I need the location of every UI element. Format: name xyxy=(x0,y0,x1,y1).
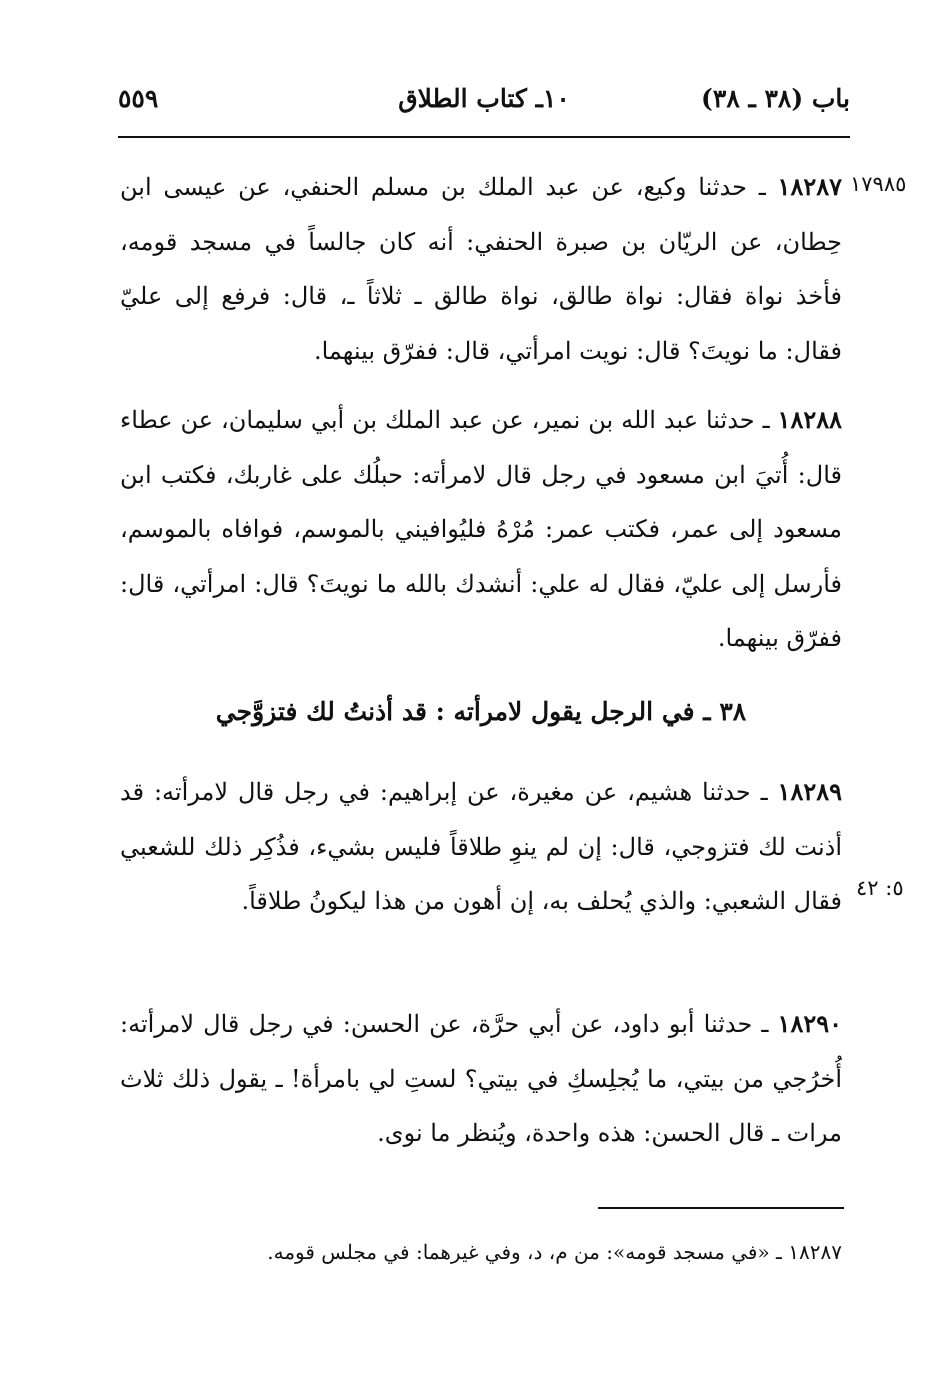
chapter-range: باب (٣٨ ـ ٣٨) xyxy=(701,84,850,113)
page-header xyxy=(118,84,850,124)
hadith-number: ١٨٢٨٩ xyxy=(777,777,842,806)
hadith-number: ١٨٢٨٧ xyxy=(777,172,842,201)
hadith-text: ـ حدثنا أبو داود، عن أبي حرَّة، عن الحسن: في رجل قال لامرأته: أُخرُجي من بيتي، ما يُجلِسكِ في بيتي؟ لستِ لي بامرأة! ـ يقول ذلك ثلاث مرات ـ قال الحسن: هذه واحدة، ويُنظر ما نوى. xyxy=(120,1010,842,1147)
hadith-18287 xyxy=(120,160,842,378)
hadith-18290 xyxy=(120,997,842,1161)
hadith-text: ـ حدثنا عبد الله بن نمير، عن عبد الملك بن أبي سليمان، عن عطاء قال: أُتيَ ابن مسعود في رجل قال لامرأته: حبلُك على غاربك، فكتب ابن مسعود إلى عمر، فكتب عمر: مُرْهُ فليُوافيني بالموسم، فوافاه بالموسم، فأرسل إلى عليّ، فقال له علي: أنشدك بالله ما نويتَ؟ قال: امرأتي، قال: ففرّق بينهما. xyxy=(120,406,842,652)
page-number: ٥٥٩ xyxy=(118,84,159,113)
margin-hadith-ref: ١٧٩٨٥ xyxy=(850,172,907,196)
section-heading: ٣٨ ـ في الرجل يقول لامرأته : قد أذنتُ لك فتزوَّجي xyxy=(215,697,747,726)
footnote: ١٨٢٨٧ ـ «في مسجد قومه»: من م، د، وفي غيرهما: في مجلس قومه. xyxy=(267,1240,842,1264)
margin-volume-ref: ٥: ٤٢ xyxy=(856,876,904,900)
hadith-text: ـ حدثنا هشيم، عن مغيرة، عن إبراهيم: في رجل قال لامرأته: قد أذنت لك فتزوجي، قال: إن لم ينوِ طلاقاً فليس بشيء، فذُكِر ذلك للشعبي فقال الشعبي: والذي يُحلف به، إن أهون من هذا ليكونُ طلاقاً. xyxy=(120,778,842,915)
footnote-rule xyxy=(598,1207,844,1209)
hadith-text: ـ حدثنا وكيع، عن عبد الملك بن مسلم الحنفي، عن عيسى ابن حِطان، عن الريّان بن صبرة الحنفي: أنه كان جالساً في مسجد قومه، فأخذ نواة فقال: نواة طالق، نواة طالق ـ ثلاثاً ـ، قال: فرفع إلى عليّ فقال: ما نويتَ؟ قال: نويت امرأتي، قال: ففرّق بينهما. xyxy=(120,173,843,365)
hadith-18288 xyxy=(120,393,842,666)
hadith-number: ١٨٢٩٠ xyxy=(777,1009,842,1038)
hadith-number: ١٨٢٨٨ xyxy=(777,405,842,434)
header-rule xyxy=(118,136,850,138)
book-title: ١٠ـ كتاب الطلاق xyxy=(398,84,570,113)
hadith-18289 xyxy=(120,765,842,929)
